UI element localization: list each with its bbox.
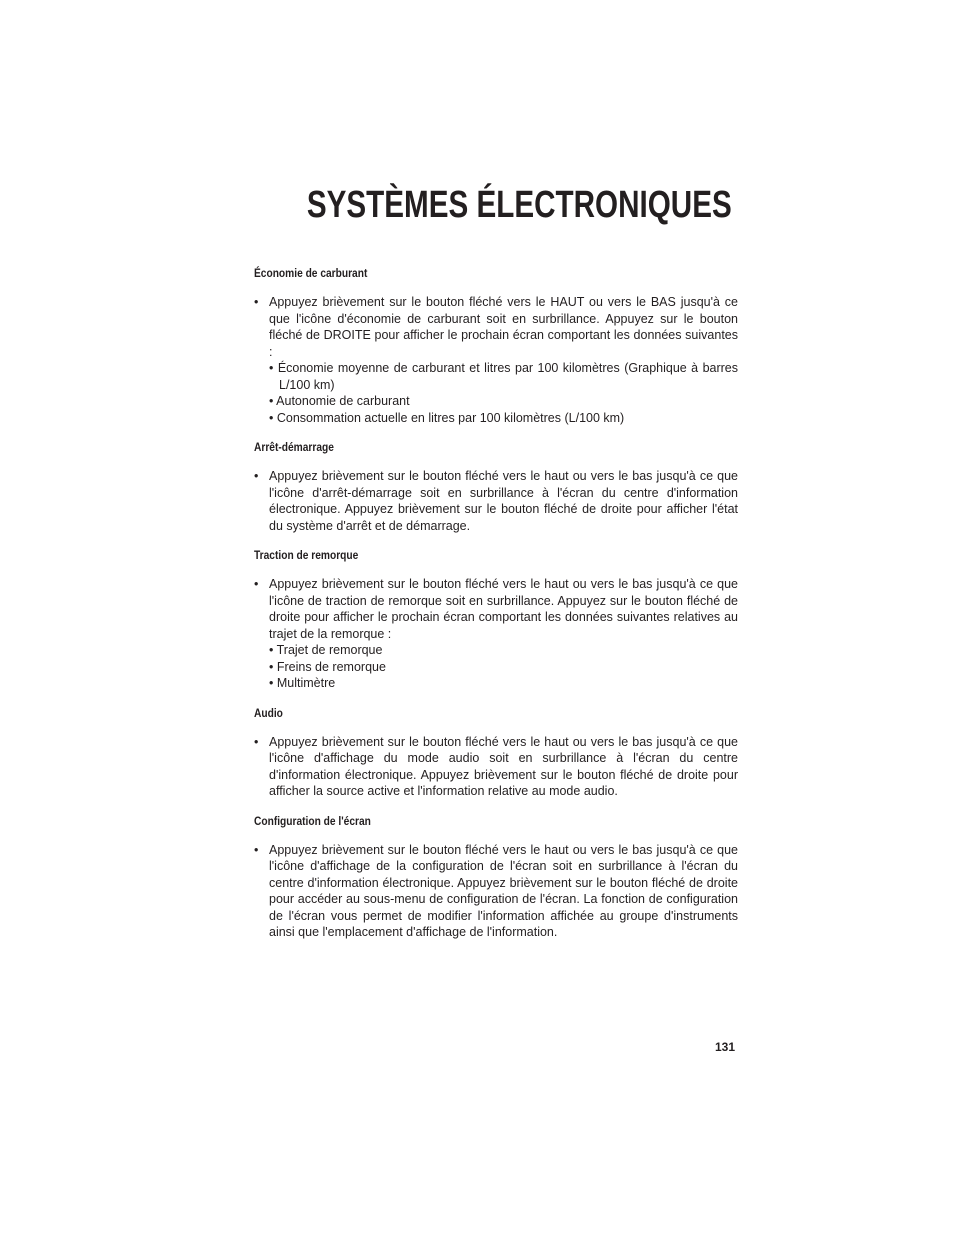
- bullet-icon: •: [254, 842, 259, 857]
- list-item: • Consommation actuelle en litres par 100 kilomètres (L/100 km): [269, 410, 625, 425]
- section-fuel-economy: [254, 266, 738, 426]
- page-number: 131: [715, 1040, 736, 1054]
- section-screen-setup: [254, 814, 738, 941]
- list-item: • Autonomie de carburant: [269, 394, 410, 408]
- list-item: • Trajet de remorque: [269, 643, 383, 657]
- bullet-text: Appuyez brièvement sur le bouton fléché vers le haut ou vers le bas jusqu'à ce que l'icône d'affichage de la configuration de l'écran soit en surbrillance à l'écran du centre d'information électronique. Appuyez brièvement sur le bouton fléché de droite pour accéder au sous-menu de configuration de l'écran. La fonction de configuration de l'écran vous permet de modifier l'information affichée au groupe d'instruments ainsi que l'emplacement d'affichage de l'information.: [269, 842, 738, 939]
- list-item: • Multimètre: [269, 676, 336, 690]
- sub-list: [254, 360, 738, 426]
- bullet-paragraph: [254, 576, 738, 642]
- section-stop-start: [254, 440, 738, 534]
- bullet-icon: •: [254, 577, 259, 591]
- bullet-text: Appuyez brièvement sur le bouton fléché vers le haut ou vers le bas jusqu'à ce que l'icône d'affichage du mode audio soit en surbrillance à l'écran du centre d'information électronique. Appuyez brièvement sur le bouton fléché de droite pour afficher la source active et l'information relative au mode audio.: [269, 734, 738, 798]
- bullet-paragraph: [254, 294, 738, 360]
- bullet-paragraph: [254, 734, 738, 800]
- bullet-paragraph: [254, 842, 738, 941]
- bullet-text: Appuyez brièvement sur le bouton fléché vers le haut ou vers le bas jusqu'à ce que l'icône d'arrêt-démarrage soit en surbrillance à l'écran du centre d'information électronique. Appuyez brièvement sur le bouton fléché de droite pour afficher l'état du système d'arrêt et de démarrage.: [269, 469, 738, 533]
- chapter-title: SYSTÈMES ÉLECTRONIQUES: [307, 184, 732, 226]
- bullet-icon: •: [254, 469, 259, 483]
- section-title: Configuration de l'écran: [254, 813, 371, 828]
- section-title: Audio: [254, 705, 283, 720]
- section-audio: [254, 706, 738, 800]
- sub-list: [254, 642, 738, 692]
- bullet-text: Appuyez brièvement sur le bouton fléché vers le HAUT ou vers le BAS jusqu'à ce que l'icône d'économie de carburant soit en surbrillance. Appuyez sur le bouton fléché de DROITE pour afficher le prochain écran comportant les données suivantes :: [269, 295, 738, 359]
- section-title: Économie de carburant: [254, 266, 368, 280]
- bullet-icon: •: [254, 295, 259, 309]
- list-item: • Économie moyenne de carburant et litres par 100 kilomètres (Graphique à barres L/100 km): [269, 361, 738, 392]
- list-item: • Freins de remorque: [269, 659, 386, 674]
- bullet-text: Appuyez brièvement sur le bouton fléché vers le haut ou vers le bas jusqu'à ce que l'icône de traction de remorque soit en surbrillance. Appuyez sur le bouton fléché de droite pour afficher le prochain écran comportant les données suivantes relatives au trajet de la remorque :: [269, 577, 738, 641]
- section-title: Arrêt-démarrage: [254, 440, 334, 454]
- bullet-paragraph: [254, 468, 738, 534]
- section-title: Traction de remorque: [254, 548, 359, 562]
- section-trailer-tow: [254, 548, 738, 692]
- bullet-icon: •: [254, 734, 259, 749]
- page-content: [254, 266, 738, 941]
